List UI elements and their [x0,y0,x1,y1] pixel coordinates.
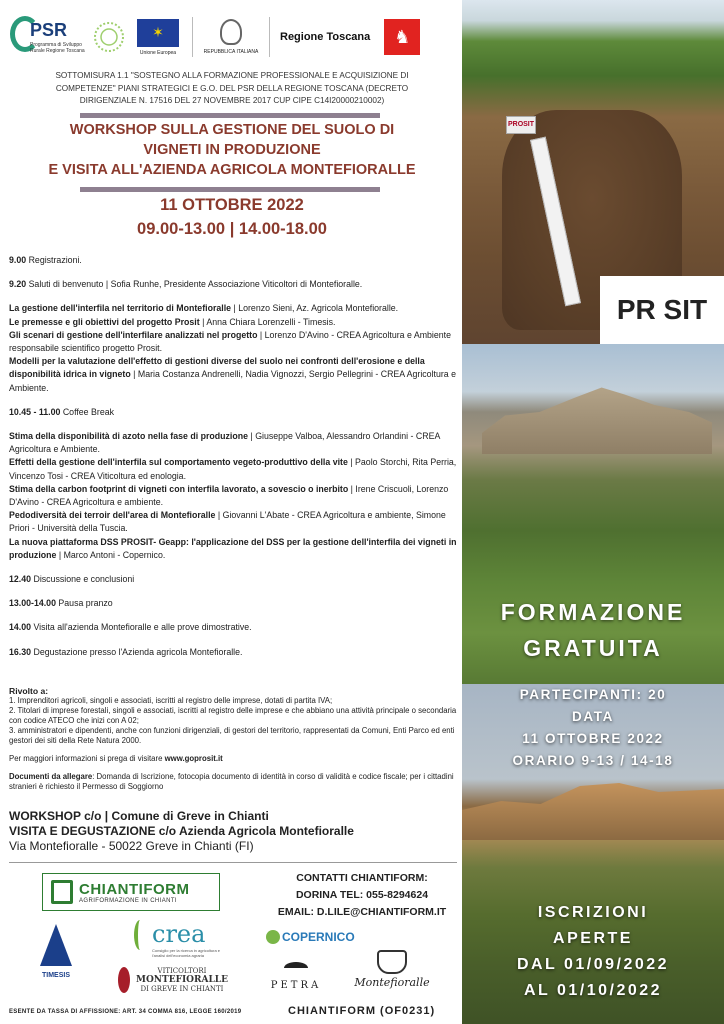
date-value: 11 OTTOBRE 2022 [522,731,664,746]
program-item: Gli scenari di gestione dell'interfilare analizzati nel progetto | Lorenzo D'Avino - CREA Agricoltura e Ambiente responsabile scientifico progetto Prosit. [9,329,451,354]
free-training-line: GRATUITA [523,635,663,661]
venue-workshop: WORKSHOP c/o | Comune di Greve in Chianti [9,809,269,823]
chiantiform-logo-subtitle: AGRIFORMAZIONE IN CHIANTI [79,897,178,904]
eu-label: Unione Europea [139,49,177,56]
montefioralle-logo [350,950,434,998]
contacts-heading: CONTATTI CHIANTIFORM: [296,872,428,884]
program-schedule [9,254,457,670]
program-item: 9.20 Saluti di benvenuto | Sofia Runhe, Presidente Associazione Viticoltori di Montefioralle. [9,279,363,290]
registration-line: DAL 01/09/2022 [516,956,670,973]
program-item: La nuova piattaforma DSS PROSIT- Geapp: l'applicazione del DSS per la gestione dell'interfila dei vigneti in produzione | Marco Antoni - Copernico. [9,536,457,560]
psr-logo [8,14,86,60]
target-audience [9,686,457,746]
registration-line: AL 01/10/2022 [523,982,663,999]
toscana-logo [280,19,420,55]
workshop-title [14,120,450,180]
timesis-logo [30,924,82,990]
grape-icon [118,967,130,993]
prosit-logo-text: PR SIT [616,294,708,325]
program-item: Modelli per la valutazione dell'effetto di gestioni diverse del suolo nei confronti dell'erosione e della disponibilità idrica in vigneto | Maria Costanza Andrenelli, Nadia Vignozzi, Sergio Pellegrini - CREA Agricoltura e Ambiente. [9,356,457,393]
montefioralle-label: Montefioralle [354,976,430,989]
target-audience-item: 2. Titolari di imprese forestali, singoli e associati, iscritti al registro delle imprese e che abbiano una attività principale o secondaria con codice ATECO che inizi con A 02; [9,706,457,725]
documents-note [9,772,457,792]
workshop-time: 09.00-13.00 | 14.00-18.00 [137,220,327,238]
feasr-icon [92,19,126,55]
participants: PARTECIPANTI: 20 [519,687,667,702]
title-line: E VISITA ALL'AZIENDA AGRICOLA MONTEFIORALLE [48,162,416,178]
village-silhouette [482,384,712,454]
program-item: 10.45 - 11.00 Coffee Break [9,406,115,417]
venue-divider [9,862,457,863]
submeasure-text: SOTTOMISURA 1.1 "SOSTEGNO ALLA FORMAZIONE PROFESSIONALE E ACQUISIZIONE DI COMPETENZE" PIANI STRATEGICI E G.O. DEL PSR DELLA REGIONE TOSCANA (DECRETO DIRIGENZIALE N. 17516 DEL 27 NOVEMBRE 2017 CUP CIPE C14I20000210002) [55,71,409,105]
footer-tax-note: ESENTE DA TASSA DI AFFISSIONE: ART. 34 COMMA 816, LEGGE 160/2019 [9,1009,242,1015]
tree-icon [40,924,72,966]
free-training-line: FORMAZIONE [500,599,686,625]
viticoltori-logo [118,962,228,998]
globe-icon [266,930,280,944]
copernico-logo [266,925,376,949]
program-item: Effetti della gestione dell'interfila sul comportamento vegeto-produttivo della vite | Paolo Storchi, Rita Perria, Vincenzo Tosi - CREA Viticoltura ed enologia. [9,457,457,481]
program-item: Stima della disponibilità di azoto nella fase di produzione | Giuseppe Valboa, Alessandro Orlandini - CREA Agricoltura e Ambiente. [9,431,440,455]
target-audience-heading: Rivolto a: [9,686,49,696]
documents-heading: Documenti da allegare [9,772,93,781]
program-item: 16.30 Degustazione presso l'Azienda agricola Montefioralle. [9,646,243,657]
website-link[interactable]: www.goprosit.it [164,754,223,763]
program-item: La gestione dell'interfila nel territorio di Montefioralle | Lorenzo Sieni, Az. Agricola Montefioralle. [9,303,399,314]
republic-logo [201,14,261,60]
venue-visit: VISITA E DEGUSTAZIONE c/o Azienda Agricola Montefioralle [9,824,354,838]
crea-logo [132,918,222,958]
workshop-date: 11 OTTOBRE 2022 [160,196,304,214]
feasr-logo [92,17,126,57]
contacts-block [264,870,460,921]
viticoltori-main: MONTEFIORALLE [135,974,228,985]
eu-logo [136,14,180,60]
chiantiform-logo-text: CHIANTIFORM [79,880,190,898]
venue-address: Via Montefioralle - 50022 Greve in Chianti (FI) [9,839,254,853]
crea-subtitle: Consiglio per la ricerca in agricoltura e l'analisi dell'economia agraria [152,948,221,958]
free-training-banner [462,594,724,666]
title-divider-top [80,113,380,118]
republic-label: REPUBBLICA ITALIANA [203,49,259,55]
info-text: Per maggiori informazioni si prega di visitare [9,754,165,763]
psr-logo-subtitle: Programma di Sviluppo Rurale Regione Toscana [30,42,85,54]
viticoltori-top: VITICOLTORI [157,966,207,975]
program-item: 12.40 Discussione e conclusioni [9,574,135,585]
viticoltori-sub: DI GREVE IN CHIANTI [140,984,224,993]
logo-divider [192,17,193,57]
footer-code: CHIANTIFORM (OF0231) [288,1005,436,1017]
chiantiform-logo [42,873,220,911]
program-item: 9.00 Registrazioni. [9,255,82,265]
crea-label: crea [152,920,206,948]
title-line: WORKSHOP SULLA GESTIONE DEL SUOLO DI [69,122,395,138]
eu-flag-icon: ✶ [137,19,179,47]
village-silhouette [462,780,724,840]
contacts-phone: DORINA TEL: 055-8294624 [295,889,429,901]
timesis-label: TIMESIS [41,972,70,979]
venue-block [9,809,457,854]
petra-logo [262,962,330,996]
castle-icon [377,950,407,974]
prosit-sign: PROSIT [506,116,536,134]
registration-line: APERTE [553,930,633,947]
logo-divider [269,17,270,57]
petra-label: PETRA [270,980,322,991]
registration-line: ISCRIZIONI [537,904,649,921]
region-label: Regione Toscana [280,31,371,43]
chiantiform-icon [51,880,73,904]
title-line: VIGNETI IN PRODUZIONE [143,142,321,158]
pegasus-flag-icon: ♞ [384,19,420,55]
target-audience-item: 1. Imprenditori agricoli, singoli e associati, iscritti al registro delle imprese, dotati di partita IVA; [9,696,333,705]
republic-emblem-icon [220,19,242,45]
program-item: 14.00 Visita all'azienda Montefioralle e alle prove dimostrative. [9,622,252,633]
program-item: Stima della carbon footprint di vigneti con interfila lavorato, a sovescio o inerbito | Irene Criscuoli, Lorenzo D'Avino - CREA Agricoltura e ambiente. [9,483,449,508]
title-divider-bottom [80,187,380,192]
leaf-icon [134,920,146,950]
copernico-label: COPERNICO [282,930,355,944]
petra-arch-icon [284,962,308,974]
soil-profile-photo [462,0,724,344]
program-item: Pedodiversità dei terroir dell'area di Montefioralle | Giovanni L'Abate - CREA Agricoltura e ambiente, Simone Priori - Università della Tuscia. [9,510,446,534]
program-item: Le premesse e gli obiettivi del progetto Prosit | Anna Chiara Lorenzelli - Timesis. [9,316,336,327]
top-logos [8,12,454,62]
prosit-logo [600,276,724,344]
registration-banner [462,900,724,1004]
program-item: 13.00-14.00 Pausa pranzo [9,598,113,609]
event-details [462,684,724,772]
documents-text: : Domanda di Iscrizione, fotocopia documento di identità in corso di validità e codice fiscale; per i cittadini stranieri è richiesto il Permesso di Soggiorno [9,772,454,791]
hours: ORARIO 9-13 / 14-18 [512,753,674,768]
target-audience-item: 3. amministratori e dipendenti, anche con funzioni dirigenziali, di gestori del territorio, rappresentati da Comuni, Enti Parco ed enti gestori dei siti della Rete Natura 2000. [9,726,455,745]
psr-logo-text: PSR [30,20,68,40]
contacts-email[interactable]: EMAIL: D.LILE@CHIANTIFORM.IT [277,906,447,918]
date-label: DATA [572,709,614,724]
info-line [9,754,457,763]
right-column [462,0,724,1024]
